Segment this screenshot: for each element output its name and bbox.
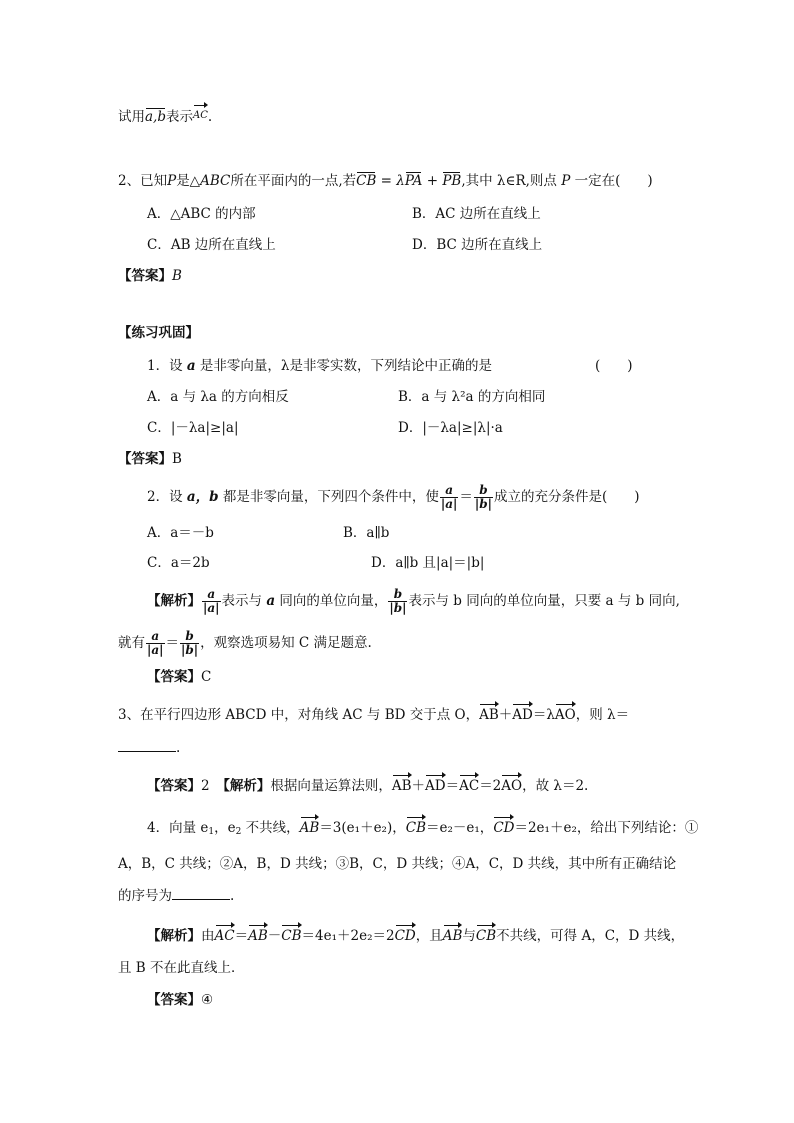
p3-blank-line: . bbox=[118, 738, 180, 758]
p1-stem: 1．设 a 是非零向量，λ是非零实数，下列结论中正确的是 bbox=[147, 358, 492, 374]
vec-CB: CB bbox=[356, 173, 377, 189]
q2-option-c: C．AB 边所在直线上 bbox=[147, 237, 276, 253]
section-title: 【练习巩固】 bbox=[118, 325, 199, 341]
q2-option-a: A．△ABC 的内部 bbox=[147, 206, 256, 222]
p2-option-c: C．a＝2b bbox=[147, 555, 210, 571]
top-target: AC bbox=[193, 106, 208, 126]
top-pre: 试用 bbox=[118, 109, 145, 125]
top-line: 试用a,b表示AC. bbox=[118, 106, 212, 127]
p4-line3: 的序号为 . bbox=[118, 888, 235, 904]
p1-option-c: C．|－λa|≥|a| bbox=[147, 420, 239, 436]
p2-analysis-line1: 【解析】 $\frac{a}{|a|}$ 表示与 a 同向的单位向量， $\frac{b}{|b|}$ 表示与 b 同向的单位向量，只要 a 与 b 同向, bbox=[147, 587, 680, 615]
q2-option-d: D．BC 边所在直线上 bbox=[412, 237, 543, 253]
p3-answer: 【答案】2 【解析】根据向量运算法则，AB＋AD＝AC＝2AO，故 λ＝2. bbox=[147, 778, 589, 794]
frac-a: $\frac{a}{|a|}$ bbox=[440, 483, 458, 511]
p2-stem: 2．设 a，b 都是非零向量，下列四个条件中，使 $\frac{a}{|a|}$ ＝ $\frac{b}{|b|}$ 成立的充分条件是( ) bbox=[147, 483, 640, 511]
p2-option-d: D．a∥b 且|a|＝|b| bbox=[371, 555, 485, 571]
top-vars: a,b bbox=[145, 109, 166, 125]
q2-answer: 【答案】B bbox=[118, 268, 182, 284]
p4-line2: A，B，C 共线；②A，B，D 共线；③B，C，D 共线；④A，C，D 共线，其中所有正确结论 bbox=[118, 856, 677, 872]
p2-answer: 【答案】C bbox=[147, 669, 212, 685]
answer-blank[interactable] bbox=[118, 739, 176, 752]
p2-option-a: A．a＝－b bbox=[147, 525, 214, 541]
q2-option-b: B．AC 边所在直线上 bbox=[412, 206, 541, 222]
p2-option-b: B．a∥b bbox=[343, 525, 390, 541]
vec-PB: PB bbox=[442, 173, 462, 189]
p1-paren: ( ) bbox=[595, 358, 633, 374]
p4-line1: 4．向量 $e_1$，$e_2$ 不共线，AB＝3(e₁＋e₂)，CB＝e₂－e₁，CD＝2e₁＋e₂，给出下列结论：① bbox=[147, 820, 699, 837]
p4-analysis-line1: 【解析】由AC＝AB－CB＝4e₁＋2e₂＝2CD，且AB与CB不共线，可得 A，C，D 共线， bbox=[147, 928, 685, 944]
top-mid: 表示 bbox=[165, 109, 193, 125]
p2-analysis-line2: 就有 $\frac{a}{|a|}$ ＝ $\frac{b}{|b|}$ ，观察选项易知 C 满足题意. bbox=[118, 629, 372, 657]
p1-option-b: B．a 与 λ²a 的方向相同 bbox=[398, 389, 546, 405]
vec-PA: PA bbox=[404, 173, 423, 189]
frac-b: $\frac{b}{|b|}$ bbox=[474, 483, 493, 511]
p3-stem: 3、在平行四边形 ABCD 中，对角线 AC 与 BD 交于点 O，AB＋AD＝λAO，则 λ＝ bbox=[118, 707, 630, 723]
q2-stem: 2、已知P是△ABC所在平面内的一点,若CB = λPA + PB,其中 λ∈R,则点 P 一定在( ) bbox=[118, 173, 653, 189]
p1-option-a: A．a 与 λa 的方向相反 bbox=[147, 389, 289, 405]
p4-answer: 【答案】④ bbox=[147, 992, 214, 1008]
p4-analysis-line2: 且 B 不在此直线上． bbox=[118, 960, 245, 976]
answer-blank-2[interactable] bbox=[172, 887, 230, 900]
p1-option-d: D．|－λa|≥|λ|·a bbox=[398, 420, 503, 436]
p1-answer: 【答案】B bbox=[118, 451, 182, 467]
